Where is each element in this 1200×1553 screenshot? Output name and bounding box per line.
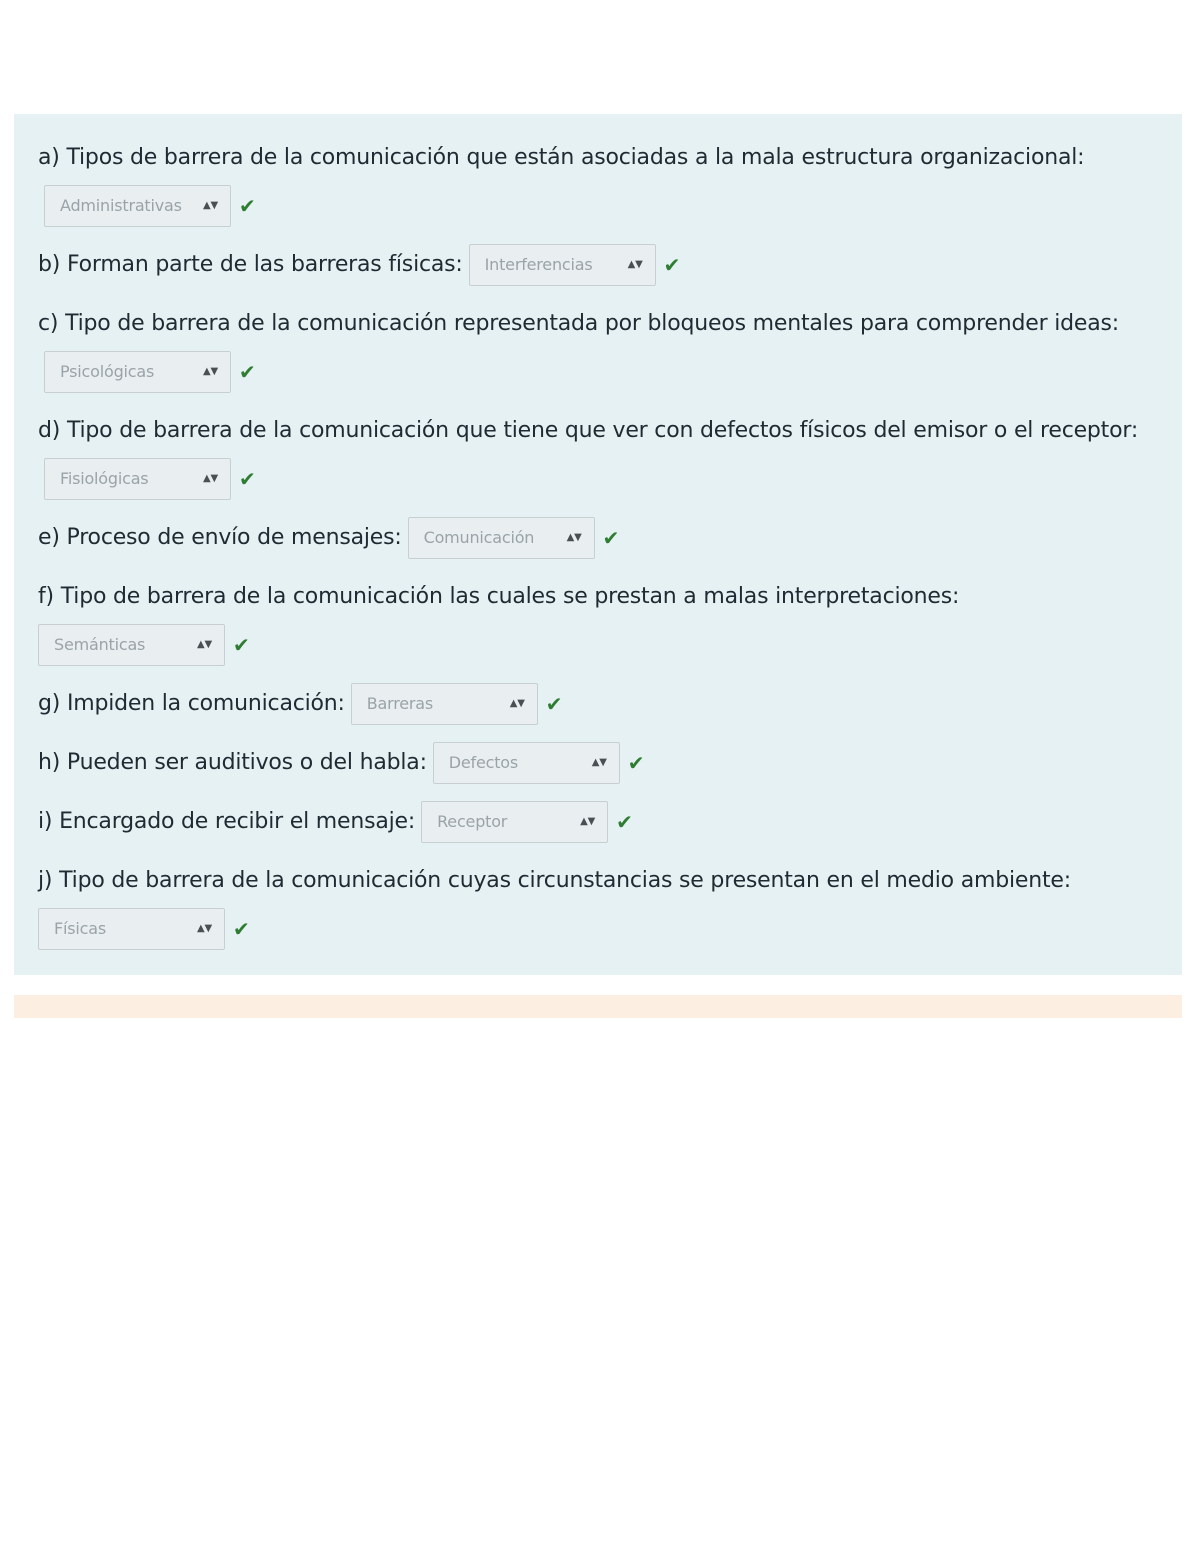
check-icon: ✔ xyxy=(545,692,563,716)
question-text: b) Forman parte de las barreras físicas: xyxy=(38,252,463,277)
question-text: i) Encargado de recibir el mensaje: xyxy=(38,809,416,834)
answer-dropdown[interactable] xyxy=(44,351,231,393)
sort-arrows-icon: ▲▼ xyxy=(627,259,643,270)
dropdown-value: Barreras xyxy=(366,694,434,713)
dropdown-value: Semánticas xyxy=(54,635,146,654)
question-text: a) Tipos de barrera de la comunicación que están asociadas a la mala estructura organizacional: xyxy=(38,145,1085,170)
answer-dropdown[interactable] xyxy=(408,517,595,559)
sort-arrows-icon: ▲▼ xyxy=(203,200,218,211)
dropdown-value: Físicas xyxy=(54,919,106,938)
check-icon: ✔ xyxy=(239,194,256,218)
question-j xyxy=(38,857,1158,953)
answer-dropdown[interactable] xyxy=(469,244,656,286)
question-h xyxy=(38,739,1158,787)
question-text: f) Tipo de barrera de la comunicación las cuales se prestan a malas interpretaciones: xyxy=(38,584,960,609)
dropdown-value: Fisiológicas xyxy=(60,469,149,488)
question-f xyxy=(38,573,1158,669)
question-a xyxy=(38,134,1158,230)
check-icon: ✔ xyxy=(233,633,250,657)
answer-dropdown[interactable] xyxy=(38,908,225,950)
answer-dropdown[interactable] xyxy=(433,742,620,784)
answer-dropdown[interactable] xyxy=(351,683,538,725)
dropdown-value: Receptor xyxy=(437,812,508,831)
question-panel xyxy=(14,114,1182,975)
question-text: j) Tipo de barrera de la comunicación cuyas circunstancias se presentan en el medio ambiente: xyxy=(38,868,1071,893)
question-g xyxy=(38,680,1158,728)
sort-arrows-icon: ▲▼ xyxy=(509,698,525,709)
answer-dropdown[interactable] xyxy=(38,624,225,666)
check-icon: ✔ xyxy=(627,751,645,775)
sort-arrows-icon: ▲▼ xyxy=(197,639,212,650)
dropdown-value: Psicológicas xyxy=(60,362,155,381)
sort-arrows-icon: ▲▼ xyxy=(203,473,218,484)
answer-dropdown[interactable] xyxy=(44,458,231,500)
sort-arrows-icon: ▲▼ xyxy=(203,366,218,377)
question-e xyxy=(38,514,1158,562)
check-icon: ✔ xyxy=(239,467,256,491)
check-icon: ✔ xyxy=(602,526,620,550)
answer-dropdown[interactable] xyxy=(421,801,608,843)
question-text: h) Pueden ser auditivos o del habla: xyxy=(38,750,427,775)
dropdown-value: Defectos xyxy=(448,753,519,772)
question-b xyxy=(38,241,1158,289)
dropdown-value: Comunicación xyxy=(423,528,535,547)
check-icon: ✔ xyxy=(233,917,250,941)
answer-dropdown[interactable] xyxy=(44,185,231,227)
question-text: d) Tipo de barrera de la comunicación que tiene que ver con defectos físicos del emisor o el receptor: xyxy=(38,418,1139,443)
check-icon: ✔ xyxy=(663,253,681,277)
feedback-panel xyxy=(14,995,1182,1018)
check-icon: ✔ xyxy=(616,810,633,834)
question-c xyxy=(38,300,1158,396)
question-d xyxy=(38,407,1158,503)
sort-arrows-icon: ▲▼ xyxy=(580,816,596,827)
check-icon: ✔ xyxy=(239,360,256,384)
question-text: g) Impiden la comunicación: xyxy=(38,691,345,716)
question-text: e) Proceso de envío de mensajes: xyxy=(38,525,402,550)
dropdown-value: Administrativas xyxy=(60,196,182,215)
dropdown-value: Interferencias xyxy=(484,255,593,274)
sort-arrows-icon: ▲▼ xyxy=(197,923,212,934)
question-i xyxy=(38,798,1158,846)
sort-arrows-icon: ▲▼ xyxy=(566,532,582,543)
question-text: c) Tipo de barrera de la comunicación representada por bloqueos mentales para comprender ideas: xyxy=(38,311,1120,336)
sort-arrows-icon: ▲▼ xyxy=(591,757,607,768)
